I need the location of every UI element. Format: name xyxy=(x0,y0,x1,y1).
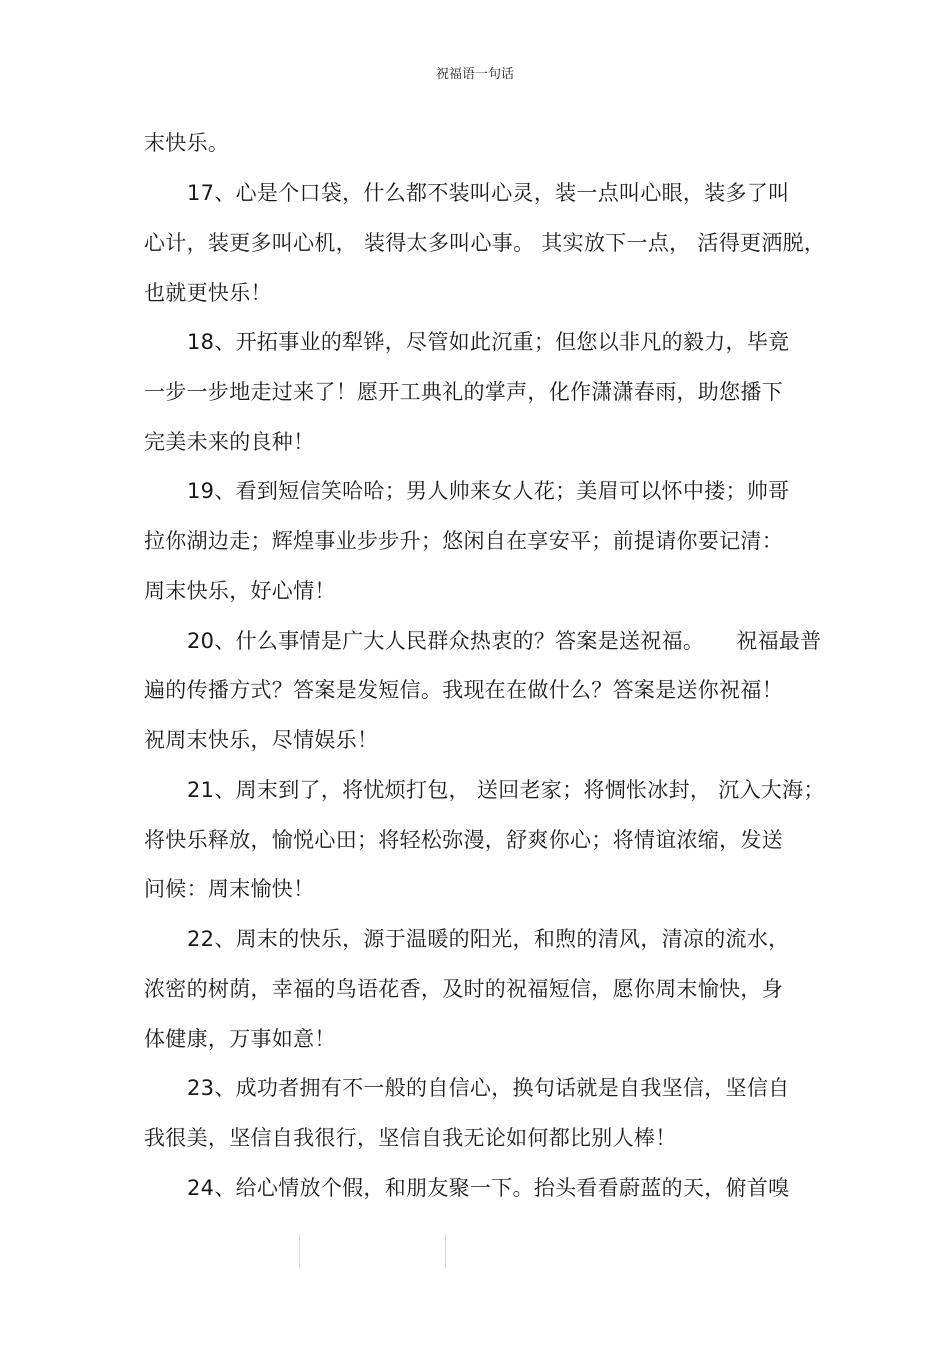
text-line: 体健康，万事如意！ xyxy=(144,1027,336,1051)
text-line: 将快乐释放，愉悦心田；将轻松弥漫，舒爽你心；将情谊浓缩，发送 xyxy=(144,828,783,852)
text-line: 23、成功者拥有不一般的自信心，换句话就是自我坚信，坚信自 xyxy=(187,1076,790,1100)
footer-divider-left xyxy=(299,1234,300,1268)
text-line: 完美未来的良种！ xyxy=(144,430,315,454)
text-line: 浓密的树荫，幸福的鸟语花香，及时的祝福短信，愿你周末愉快，身 xyxy=(144,977,783,1001)
text-line: 问候：周末愉快！ xyxy=(144,877,315,901)
text-line: 20、什么事情是广大人民群众热衷的？答案是送祝福。 祝福最普 xyxy=(187,629,822,653)
page-header-title: 祝福语一句话 xyxy=(435,67,514,82)
text-line: 21、周末到了，将忧烦打包， 送回老家；将惆怅冰封， 沉入大海； xyxy=(187,778,825,802)
text-line: 18、开拓事业的犁铧，尽管如此沉重；但您以非凡的毅力，毕竟 xyxy=(187,330,790,354)
text-line: 心计，装更多叫心机， 装得太多叫心事。 其实放下一点， 活得更洒脱， xyxy=(144,231,826,255)
text-line: 22、周末的快乐，源于温暖的阳光，和煦的清风，清凉的流水， xyxy=(187,927,790,951)
text-line: 一步一步地走过来了！愿开工典礼的掌声，化作潇潇春雨，助您播下 xyxy=(144,380,783,404)
text-line: 我很美，坚信自我很行，坚信自我无论如何都比别人棒！ xyxy=(144,1126,677,1150)
text-line: 24、给心情放个假，和朋友聚一下。抬头看看蔚蓝的天，俯首嗅 xyxy=(187,1176,790,1200)
footer-divider-right xyxy=(445,1234,446,1268)
text-line: 也就更快乐！ xyxy=(144,281,272,305)
text-line: 末快乐。 xyxy=(144,131,230,155)
text-line: 周末快乐，好心情！ xyxy=(144,579,336,603)
text-line: 遍的传播方式？答案是发短信。我现在在做什么？答案是送你祝福！ xyxy=(144,678,783,702)
text-line: 17、心是个口袋，什么都不装叫心灵，装一点叫心眼，装多了叫 xyxy=(187,181,790,205)
text-line: 拉你湖边走；辉煌事业步步升；悠闲自在享安平；前提请你要记清： xyxy=(144,529,783,553)
text-line: 19、看到短信笑哈哈；男人帅来女人花；美眉可以怀中搂；帅哥 xyxy=(187,479,790,503)
text-line: 祝周末快乐，尽情娱乐！ xyxy=(144,728,379,752)
